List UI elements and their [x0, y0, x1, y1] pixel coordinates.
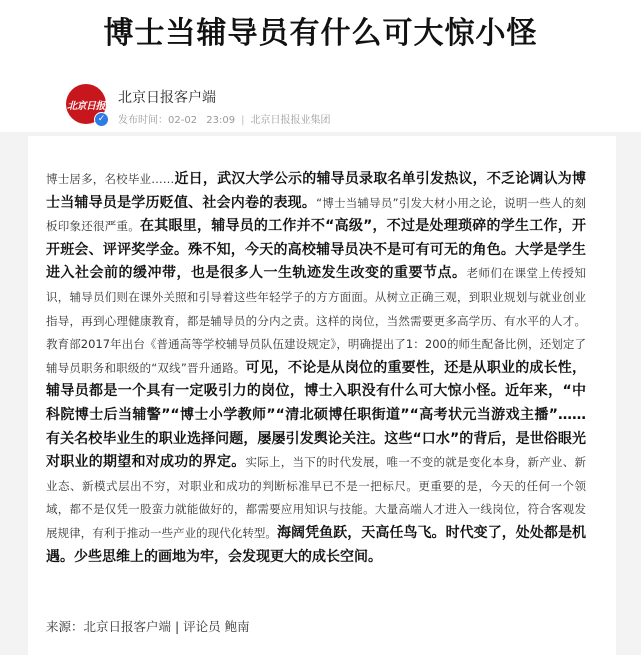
bold-text-segment: 可见，不论是从岗位的重要性，还是从职业的成长性，辅导员都是一个具有一定吸引力的岗位，博士入职没有什么可大惊小怪。近年来，“中科院博士后当辅警”“博士小学教师”“清北硕博任职街道”“高考状元当游戏主播”……有关名校毕业生的职业选择问题，屡屡引发舆论关注。这些“口水”的背后，是世俗眼光对职业的期望和对成功的界定。 — [46, 359, 586, 471]
text-segment: 博士居多，名校毕业…… — [46, 172, 175, 186]
bold-text-segment: 海阔凭鱼跃，天高任鸟飞。时代变了，处处都是机遇。少些思维上的画地为牢，会发现更大的成长空间。 — [46, 524, 587, 565]
article-source: 来源：北京日报客户端 | 评论员 鲍南 — [46, 619, 250, 634]
bold-text-segment: 近日，武汉大学公示的辅导员录取名单引发热议，不乏论调认为博士当辅导员是学历贬值、社会内卷的表现。 — [46, 171, 587, 211]
publish-date: 发布时间：02-02 — [118, 115, 198, 126]
author-bar — [66, 84, 626, 130]
bold-text-segment: 在其眼里，辅导员的工作并不“高级”，不过是处理琐碎的学生工作，开开班会、评评奖学金。殊不知，今天的高校辅导员决不是可有可无的角色。大学是学生进入社会前的缓冲带，也是很多人一生轨迹发生改变的重要节点。 — [46, 218, 586, 282]
avatar-logo-text: 北京日报 — [67, 100, 105, 112]
article-body — [46, 168, 586, 569]
text-segment: “博士当辅导员”引发大材小用之论，说明一些人的刻板印象还很严重。 — [46, 195, 586, 234]
verified-check-icon: ✓ — [94, 112, 109, 127]
text-segment: 实际上，当下的时代发展，唯一不变的就是变化本身，新产业、新业态、新模式层出不穷，对职业和成功的判断标准早已不是一把标尺。更重要的是，今天的任何一个领域，都不是仅凭一股蛮力就能做好的，都需要应用知识与技能。大量高端人才进入一线岗位，符合客观发展规律，有利于推动一些产业的现代化转型。 — [46, 455, 586, 540]
author-name[interactable]: 北京日报客户端 — [118, 90, 216, 106]
publish-time: 23:09 — [206, 115, 236, 126]
article-title: 博士当辅导员有什么可大惊小怪 — [103, 16, 538, 51]
publish-meta: 发布时间：02-02 23:09 | 北京日报报业集团 — [118, 115, 331, 126]
publisher-group: 北京日报报业集团 — [250, 115, 331, 126]
text-segment: 老师们在课堂上传授知识，辅导员们则在课外关照和引导着这些年轻学子的方方面面。从树立正确三观，到职业规划与就业创业指导，再到心理健康教育，都是辅导员的分内之责。这样的岗位，当然需要更多高学历、有水平的人才。教育部2017年出台《普通高等学校辅导员队伍建设规定》，明确提出了1：200的师生配备比例，还划定了辅导员职务和职级的“双线”晋升通路。 — [46, 266, 586, 375]
